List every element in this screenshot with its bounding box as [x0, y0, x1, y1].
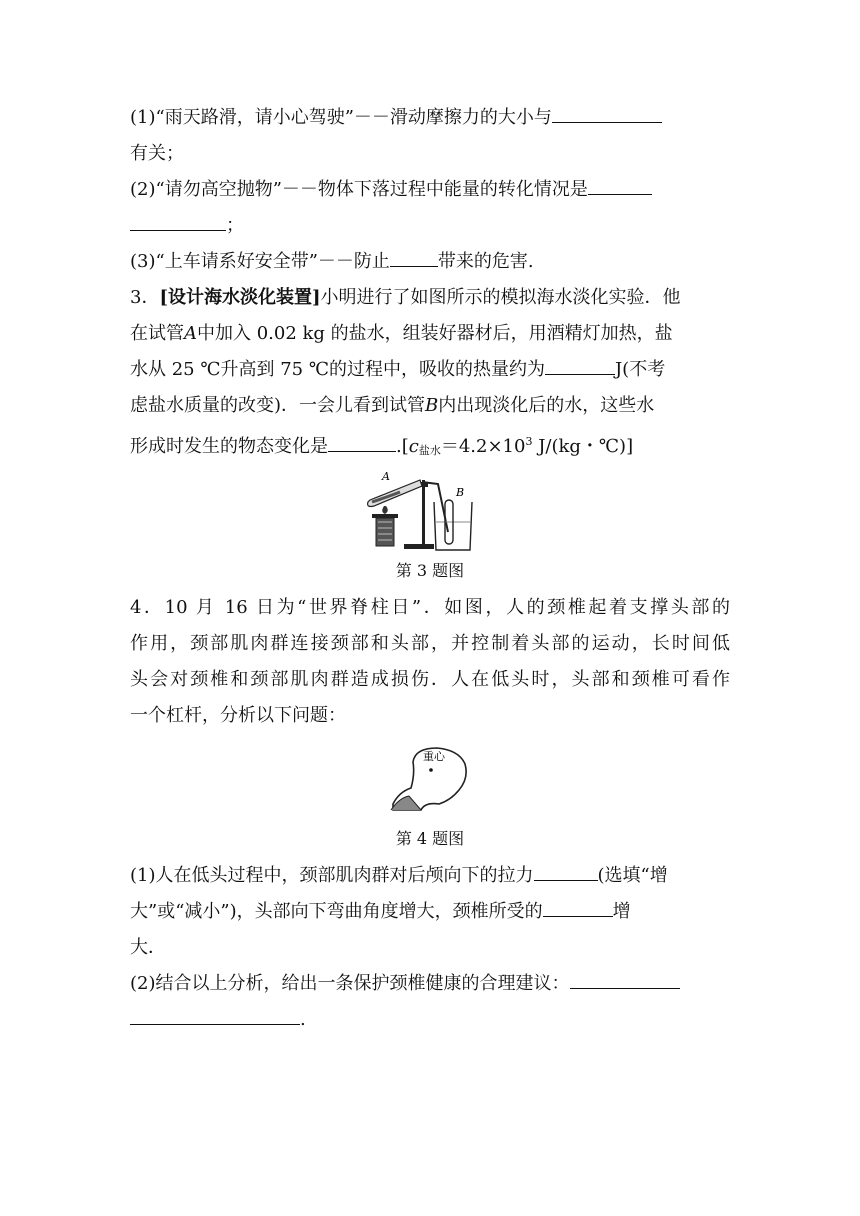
- q2-item1-text-end: 有关；: [130, 143, 184, 164]
- answer-blank[interactable]: [588, 174, 652, 195]
- head-neck-illustration: [385, 744, 475, 816]
- q4-item1-line3: 大．: [130, 937, 166, 958]
- answer-blank[interactable]: [534, 860, 598, 881]
- figure-4-caption: 第 4 题图: [395, 829, 465, 848]
- q3-text: 小明进行了如图所示的模拟海水淡化实验．他: [320, 287, 681, 308]
- q2-item1-line2: [130, 136, 730, 172]
- q2-item1-text: (1)“雨天路滑，请小心驾驶”－－滑动摩擦力的大小与: [130, 107, 552, 128]
- q4-item2-line2: [130, 1002, 730, 1038]
- q2-item2-text-end: ；: [226, 215, 244, 236]
- q3-line1: [130, 280, 730, 316]
- q4-item1-text: 增: [612, 901, 631, 922]
- answer-blank[interactable]: [545, 354, 615, 375]
- answer-blank[interactable]: [543, 896, 613, 917]
- figure-3-caption: 第 3 题图: [395, 561, 465, 580]
- q3-text: 水从 25 ℃升高到 75 ℃的过程中，吸收的热量约为: [130, 359, 545, 380]
- figure-label-b: B: [456, 486, 465, 499]
- q3-text: 中加入 0.02 kg 的盐水，组装好器材后，用酒精灯加热，盐: [197, 323, 673, 344]
- q3-text: 虑盐水质量的改变)．一会儿看到试管: [130, 395, 426, 416]
- formula-exponent: 3: [525, 435, 533, 448]
- q2-item3-line: [130, 244, 730, 280]
- answer-blank[interactable]: [328, 431, 396, 452]
- q3-line4: [130, 388, 730, 424]
- document-page: [130, 100, 730, 1038]
- q3-line5: [130, 424, 730, 460]
- tube-a-label: A: [184, 323, 197, 344]
- q4-item2-line1: [130, 966, 730, 1002]
- q3-line2: [130, 316, 730, 352]
- distillation-apparatus-illustration: [360, 466, 500, 554]
- figure-4-head: [385, 744, 475, 816]
- formula-unit: J/(kg・℃)]: [532, 436, 634, 457]
- q4-item1-text: (1)人在低头过程中，颈部肌肉群对后颅向下的拉力: [130, 865, 534, 886]
- q2-item2-line1: [130, 172, 730, 208]
- figure-3-apparatus: [360, 466, 500, 554]
- q4-item1-text: 大”或“减小”)，头部向下弯曲角度增大，颈椎所受的: [130, 901, 543, 922]
- q3-text: .[: [396, 436, 409, 457]
- q3-line3: [130, 352, 730, 388]
- q4-item2-text-end: .: [300, 1009, 306, 1030]
- tube-b-label: B: [425, 395, 439, 416]
- q4-line1: 4．10 月 16 日为“世界脊柱日”．如图，人的颈椎起着支撑头部的: [130, 597, 730, 618]
- answer-blank[interactable]: [570, 968, 680, 989]
- answer-blank[interactable]: [130, 1004, 300, 1025]
- q4-line4: 一个杠杆，分析以下问题：: [130, 705, 346, 726]
- answer-blank[interactable]: [130, 210, 226, 231]
- answer-blank[interactable]: [390, 246, 438, 267]
- formula-c: c: [408, 436, 419, 457]
- formula-value: ＝4.2×10: [440, 436, 526, 457]
- q4-line3: 头会对颈椎和颈部肌肉群造成损伤．人在低头时，头部和颈椎可看作: [130, 669, 730, 690]
- q2-item2-line2: [130, 208, 730, 244]
- q2-item2-text: (2)“请勿高空抛物”－－物体下落过程中能量的转化情况是: [130, 179, 588, 200]
- q4-item2-text: (2)结合以上分析，给出一条保护颈椎健康的合理建议：: [130, 973, 570, 994]
- q4-item1-text: (选填“增: [597, 865, 668, 886]
- q4-line2: 作用，颈部肌肉群连接颈部和头部，并控制着头部的运动，长时间低: [130, 633, 730, 654]
- q3-text: 在试管: [130, 323, 184, 344]
- question-tag: [设计海水淡化装置]: [159, 287, 321, 308]
- center-of-gravity-label: 重心: [423, 750, 445, 763]
- q2-item3-text-end: 带来的危害.: [437, 251, 534, 272]
- question-number: 3．: [130, 287, 160, 308]
- formula-subscript: 盐水: [418, 444, 441, 457]
- q4-item1-line1: [130, 858, 730, 894]
- q2-item1-line1: [130, 100, 730, 136]
- q3-text: J(不考: [614, 359, 666, 380]
- figure-label-a: A: [382, 470, 390, 483]
- answer-blank[interactable]: [552, 102, 662, 123]
- q4-item1-line2: [130, 894, 730, 930]
- q3-text: 形成时发生的物态变化是: [130, 436, 328, 457]
- q3-text: 内出现淡化后的水，这些水: [438, 395, 655, 416]
- q2-item3-text: (3)“上车请系好安全带”－－防止: [130, 251, 390, 272]
